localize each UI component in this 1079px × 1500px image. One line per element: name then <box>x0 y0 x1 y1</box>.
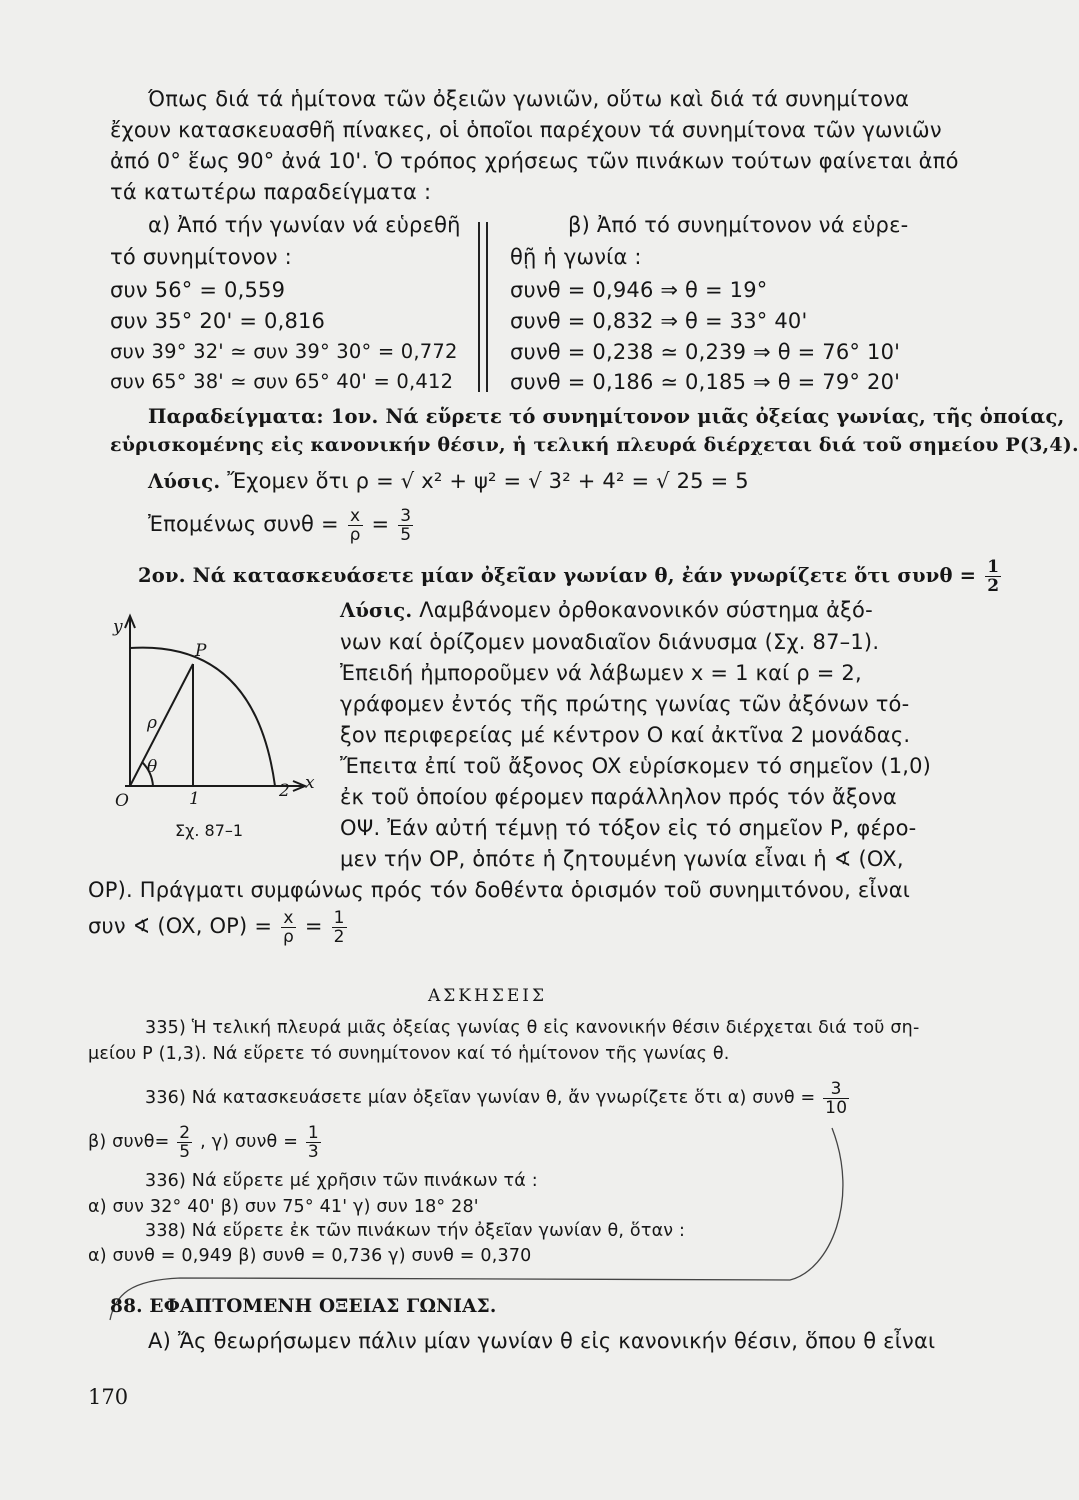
frac-num: x <box>281 909 296 928</box>
solution-line-10: OP). Πράγματι συμφώνως πρός τόν δοθέντα ὁρισμόν τοῦ συνημιτόνου, εἶναι <box>88 878 911 902</box>
fraction-3-10 <box>823 1080 849 1117</box>
solution-text-11: συν ∢ (OX, OP) = <box>88 914 273 938</box>
intro-line-4: τά κατωτέρω παραδείγματα : <box>110 180 432 204</box>
right-heading-2: θῇ ἡ γωνία : <box>510 245 642 269</box>
left-heading-1: α) Ἀπό τήν γωνίαν νά εὑρεθῆ <box>148 213 461 237</box>
left-row-2: συν 35° 20' = 0,816 <box>110 309 326 333</box>
figure-87-1 <box>105 610 320 850</box>
frac-num: 3 <box>823 1080 849 1099</box>
fraction-x-rho-2 <box>281 909 296 946</box>
label-two: 2 <box>279 781 290 801</box>
label-p: P <box>195 641 207 661</box>
solution-line-2: νων καί ὁρίζομεν μοναδιαῖον διάνυσμα (Σχ. 87–1). <box>340 630 880 654</box>
fraction-1-2 <box>985 558 1001 595</box>
exercise-336-b-label: β) συνθ= <box>88 1132 170 1152</box>
solution-line-7: ἐκ τοῦ ὁποίου φέρομεν παράλληλον πρός τόν ἄξονα <box>340 785 897 809</box>
label-theta: θ <box>147 757 158 777</box>
intro-line-1: Όπως διά τά ἡμίτονα τῶν ὀξειῶν γωνιῶν, οὕτω καὶ διά τά συνημίτονα <box>148 87 910 111</box>
frac-den: 5 <box>179 1141 191 1162</box>
exercise-336-c-label: , γ) συνθ = <box>200 1132 299 1152</box>
lysis-1 <box>148 468 749 495</box>
frac-den: ρ <box>349 524 361 545</box>
intro-line-3: ἀπό 0° ἕως 90° ἀνά 10'. Ὁ τρόπος χρήσεως τῶν πινάκων τούτων φαίνεται ἀπό <box>110 149 959 173</box>
label-rho: ρ <box>147 713 157 733</box>
right-row-4: συνθ = 0,186 ≃ 0,185 ⇒ θ = 79° 20' <box>510 370 901 394</box>
lysis-label: Λύσις. <box>148 470 221 493</box>
left-row-1: συν 56° = 0,559 <box>110 278 286 302</box>
solution-line-3: Ἐπειδή ἠμποροῦμεν νά λάβωμεν x = 1 καί ρ = 2, <box>340 661 862 685</box>
label-y: y <box>113 617 123 637</box>
therefore-line <box>148 502 415 546</box>
frac-num: 2 <box>179 1122 191 1143</box>
exercise-338-line-2: α) συνθ = 0,949 β) συνθ = 0,736 γ) συνθ = 0,370 <box>88 1246 532 1266</box>
label-x: x <box>305 773 315 793</box>
column-divider <box>478 222 488 392</box>
frac-den: 2 <box>333 926 345 947</box>
exercise-337-line-2: α) συν 32° 40' β) συν 75° 41' γ) συν 18° 28' <box>88 1197 479 1217</box>
exercise-336-text: 336) Νά κατασκευάσετε μίαν ὀξεῖαν γωνίαν θ, ἄν γνωρίζετε ὅτι α) συνθ = <box>145 1088 816 1108</box>
solution-line-11 <box>88 904 349 948</box>
exercise-335-line-2: μείου P (1,3). Νά εὕρετε τό συνημίτονον καί τό ἡμίτονον τῆς γωνίας θ. <box>88 1044 730 1064</box>
solution-line-8: OΨ. Ἐάν αὐτή τέμνῃ τό τόξον εἰς τό σημεῖον P, φέρο- <box>340 816 917 840</box>
solution-line-4: γράφομεν ἐντός τῆς πρώτης γωνίας τῶν ἀξόνων τό- <box>340 692 910 716</box>
solution-line-1 <box>340 597 873 624</box>
frac-den: 2 <box>987 576 1000 596</box>
equals-sign: = <box>304 914 323 938</box>
exercise-338-line-1: 338) Νά εὕρετε ἐκ τῶν πινάκων τήν ὀξεῖαν γωνίαν θ, ὅταν : <box>145 1221 686 1241</box>
therefore-text: Ἐπομένως συνθ = <box>148 512 339 536</box>
figure-caption: Σχ. 87–1 <box>175 821 244 840</box>
frac-num: 1 <box>307 1122 319 1143</box>
intro-line-2: ἔχουν κατασκευασθῆ πίνακες, οἱ ὁποῖοι παρέχουν τά συνημίτονα τῶν γωνιῶν <box>110 118 942 142</box>
segment-op <box>130 664 193 786</box>
solution-text-1: Λαμβάνομεν ὀρθοκανονικόν σύστημα ἀξό- <box>419 598 873 622</box>
left-row-4: συν 65° 38' ≃ συν 65° 40' = 0,412 <box>110 370 454 393</box>
examples-line-1: Παραδείγματα: 1ον. Νά εὕρετε τό συνημίτονον μιᾶς ὀξείας γωνίας, τῆς ὁποίας, <box>148 405 1065 428</box>
frac-den: 5 <box>400 524 412 545</box>
solution-line-5: ξον περιφερείας μέ κέντρον O καί ἀκτῖνα 2 μονάδας. <box>340 723 911 747</box>
right-row-1: συνθ = 0,946 ⇒ θ = 19° <box>510 278 768 302</box>
example-2-line <box>138 556 1003 596</box>
frac-den: 3 <box>307 1141 319 1162</box>
solution-line-9: μεν τήν OP, ὁπότε ἡ ζητουμένη γωνία εἶναι ἡ ∢ (OX, <box>340 847 904 871</box>
examples-line-2: εὑρισκομένης εἰς κανονικήν θέσιν, ἡ τελική πλευρά διέρχεται διά τοῦ σημείου P(3,4). <box>110 434 1079 456</box>
exercise-337-line-1: 336) Νά εὕρετε μέ χρῆσιν τῶν πινάκων τά : <box>145 1171 538 1191</box>
fraction-3-5 <box>398 507 413 544</box>
right-row-3: συνθ = 0,238 ≃ 0,239 ⇒ θ = 76° 10' <box>510 340 901 364</box>
fraction-1-2-b <box>332 909 347 946</box>
label-o: O <box>115 791 129 811</box>
fraction-x-rho <box>348 507 363 544</box>
frac-num: 1 <box>987 557 1000 577</box>
exercise-336-line-1 <box>145 1076 851 1120</box>
right-row-2: συνθ = 0,832 ⇒ θ = 33° 40' <box>510 309 808 333</box>
section-88-line-1: Α) Ἄς θεωρήσωμεν πάλιν μίαν γωνίαν θ εἰς κανονικήν θέσιν, ὅπου θ εἶναι <box>148 1329 936 1353</box>
frac-num: 1 <box>333 907 345 928</box>
left-row-3: συν 39° 32' ≃ συν 39° 30° = 0,772 <box>110 340 458 363</box>
exercise-335-line-1: 335) Ἡ τελική πλευρά μιᾶς ὀξείας γωνίας θ εἰς κανονικήν θέσιν διέρχεται διά τοῦ ση- <box>145 1018 920 1038</box>
exercises-title: ΑΣΚΗΣΕΙΣ <box>428 986 547 1006</box>
page-number: 170 <box>88 1385 129 1409</box>
frac-den: 10 <box>825 1097 848 1118</box>
right-heading-1: β) Ἀπό τό συνημίτονον νά εὑρε- <box>568 213 909 237</box>
left-heading-2: τό συνημίτονον : <box>110 245 292 269</box>
frac-num: x <box>348 507 363 526</box>
lysis-text: Ἔχομεν ὅτι ρ = √ x² + ψ² = √ 3² + 4² = √ 25 = 5 <box>227 469 749 493</box>
solution-line-6: Ἔπειτα ἐπί τοῦ ἄξονος OX εὑρίσκομεν τό σημεῖον (1,0) <box>340 754 932 778</box>
frac-num: 3 <box>400 505 412 526</box>
section-88-title: 88. ΕΦΑΠΤΟΜΕΝΗ ΟΞΕΙΑΣ ΓΩΝΙΑΣ. <box>110 1296 497 1317</box>
equals-sign: = <box>371 512 390 536</box>
solution-label: Λύσις. <box>340 599 413 622</box>
frac-den: ρ <box>283 926 295 947</box>
label-one: 1 <box>189 789 200 809</box>
example-2-text: 2ον. Νά κατασκευάσετε μίαν ὀξεῖαν γωνίαν θ, ἐάν γνωρίζετε ὅτι συνθ = <box>138 564 977 587</box>
